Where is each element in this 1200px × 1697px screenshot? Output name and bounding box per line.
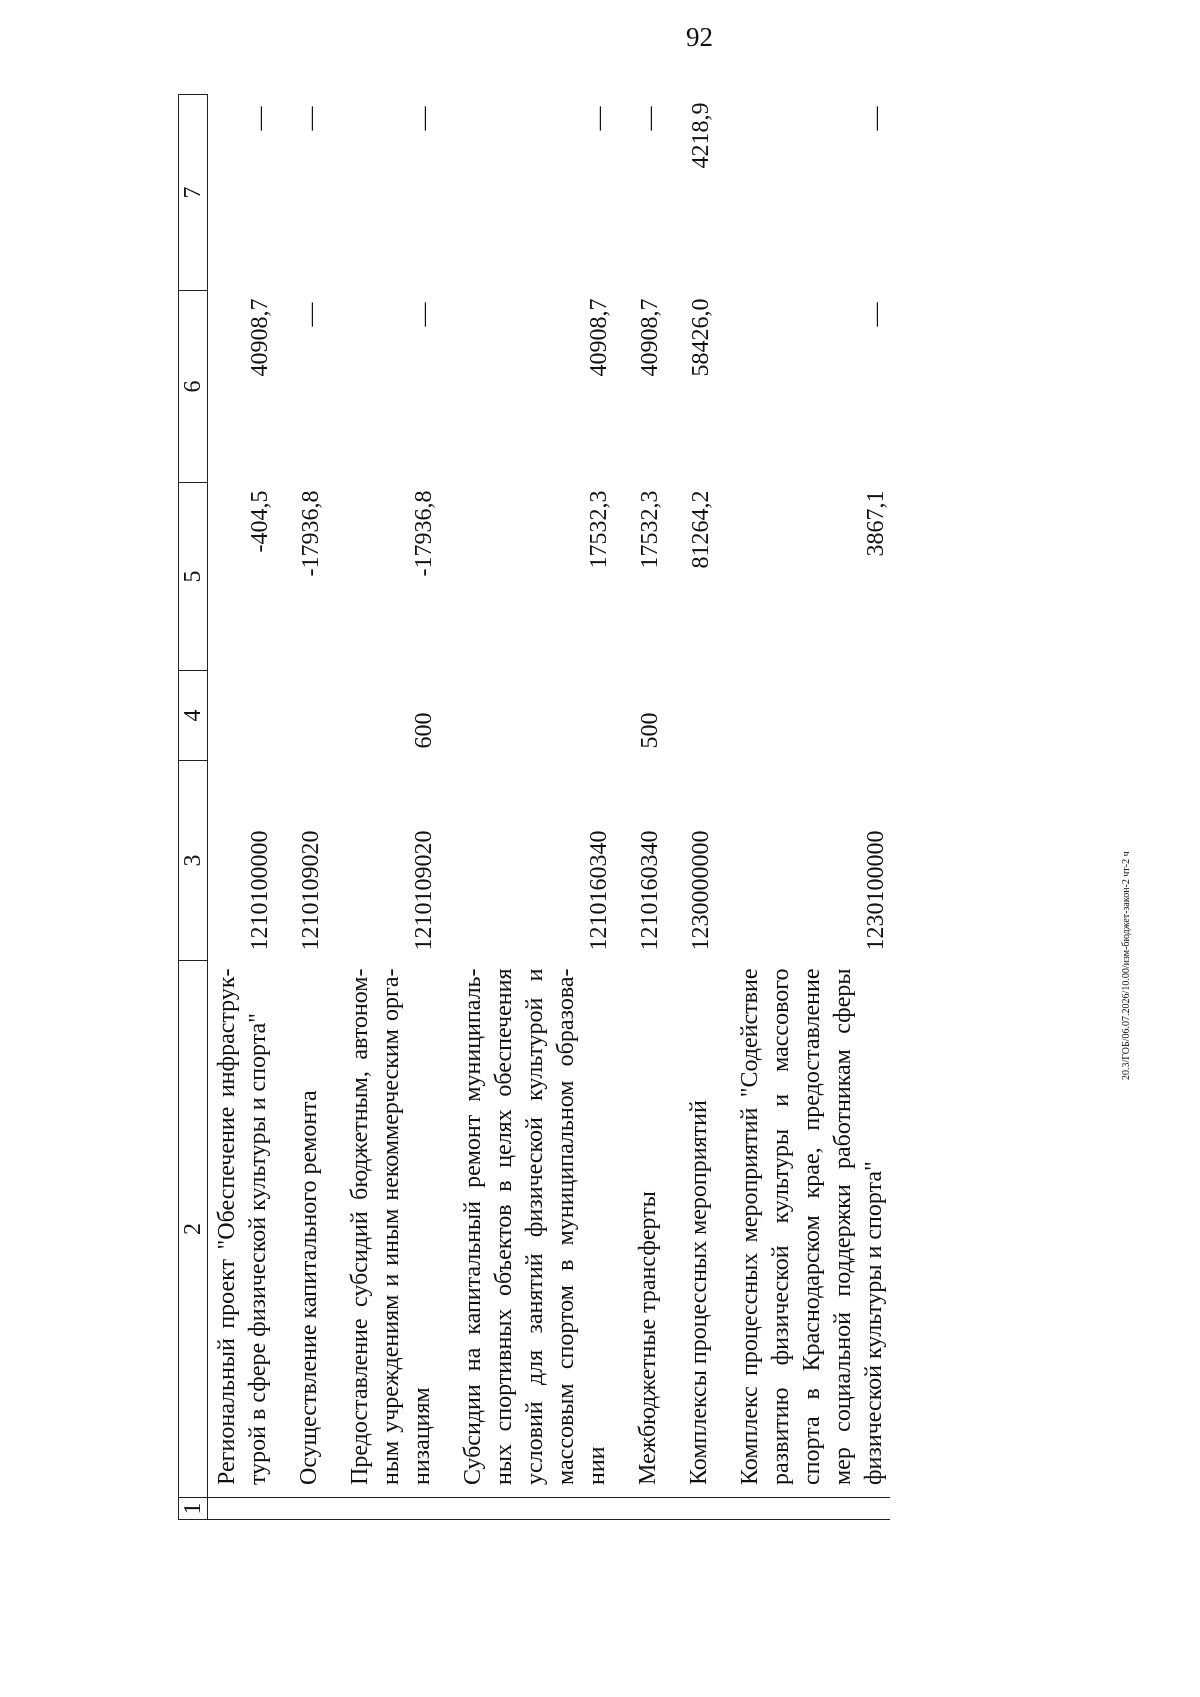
amount-col7-cell: — [247, 106, 273, 131]
description-cell: Комплексы процессных мероприятий [686, 1100, 712, 1485]
amount-col6-cell: 40908,7 [586, 298, 612, 377]
code-cell: 1210109020 [411, 830, 437, 951]
row-number-cell [208, 1498, 275, 1520]
type-cell [208, 671, 275, 761]
description-cell: Региональный проект "Обеспечение инфраструк-турой в сфере физической культуры и спорта" [214, 968, 271, 1485]
code-cell: 1230000000 [688, 830, 714, 951]
table-row [438, 95, 613, 1520]
code-cell: 1210160340 [586, 830, 612, 951]
type-cell [715, 671, 890, 761]
amount-col7-cell: — [863, 106, 889, 131]
budget-table [178, 94, 890, 1520]
amount-col6-cell: — [411, 302, 437, 327]
row-number-cell [438, 1498, 613, 1520]
amount-col6-cell: 40908,7 [247, 298, 273, 377]
amount-col6-cell: — [863, 302, 889, 327]
amount-col7-cell: — [411, 106, 437, 131]
amount-col5-cell: 81264,2 [688, 490, 714, 569]
amount-col5-cell: -404,5 [247, 490, 273, 553]
code-cell: 1210100000 [247, 830, 273, 951]
code-cell: 1210160340 [637, 830, 663, 951]
amount-col6-cell: 40908,7 [637, 298, 663, 377]
code-cell: 1230100000 [863, 830, 889, 951]
amount-col5-cell: -17936,8 [298, 490, 324, 577]
budget-table-rotated [178, 95, 1078, 1520]
header-col-6: 6 [179, 291, 208, 483]
amount-col5-cell: 3867,1 [863, 490, 889, 557]
type-cell [274, 671, 325, 761]
amount-col7-cell: — [298, 106, 324, 131]
table-row [274, 95, 325, 1520]
type-cell [438, 671, 613, 761]
description-cell: Осуществление капитального ремонта [296, 1090, 322, 1485]
amount-col5-cell: 17532,3 [637, 490, 663, 569]
document-footer-code: 20.3/ГОБ/06.07.2026/10.00/изм-бюджет-закон-2 чт-2 ч [1121, 851, 1132, 1080]
type-cell [664, 671, 715, 761]
type-cell: 600 [411, 712, 437, 749]
row-number-cell [664, 1498, 715, 1520]
header-col-4: 4 [179, 671, 208, 761]
header-col-2: 2 [179, 961, 208, 1498]
header-row [179, 95, 208, 1520]
amount-col7-cell: — [586, 106, 612, 131]
table-row [208, 95, 275, 1520]
amount-col5-cell: 17532,3 [586, 490, 612, 569]
row-number-cell [325, 1498, 438, 1520]
row-number-cell [613, 1498, 664, 1520]
description-cell: Субсидии на капитальный ремонт муниципаль-ных спортивных объектов в целях обеспечения условий для занятий физической культурой и массовым спортом в муниципальном образова-нии [460, 968, 610, 1485]
header-col-5: 5 [179, 483, 208, 671]
table-row [664, 95, 715, 1520]
description-cell: Межбюджетные трансферты [635, 1191, 661, 1485]
header-col-3: 3 [179, 761, 208, 961]
type-cell: 500 [637, 712, 663, 749]
description-cell: Предоставление субсидий бюджетным, автоном-ным учреждениям и иным некоммерческим орга-низациям [347, 968, 435, 1485]
table-row [613, 95, 664, 1520]
header-col-1: 1 [179, 1498, 208, 1520]
amount-col7-cell: — [637, 106, 663, 131]
header-col-7: 7 [179, 95, 208, 291]
amount-col6-cell: — [298, 302, 324, 327]
table-row [325, 95, 438, 1520]
amount-col5-cell: -17936,8 [411, 490, 437, 577]
row-number-cell [274, 1498, 325, 1520]
amount-col7-cell: 4218,9 [688, 102, 714, 169]
amount-col6-cell: 58426,0 [688, 298, 714, 377]
code-cell: 1210109020 [298, 830, 324, 951]
page-number: 92 [686, 22, 713, 52]
row-number-cell [715, 1498, 890, 1520]
description-cell: Комплекс процессных мероприятий "Содействие развитию физической культуры и массового спорта в Краснодарском крае, предоставление мер социальной поддержки работникам сферы физической культуры и спорта" [737, 968, 887, 1485]
table-row [715, 95, 890, 1520]
